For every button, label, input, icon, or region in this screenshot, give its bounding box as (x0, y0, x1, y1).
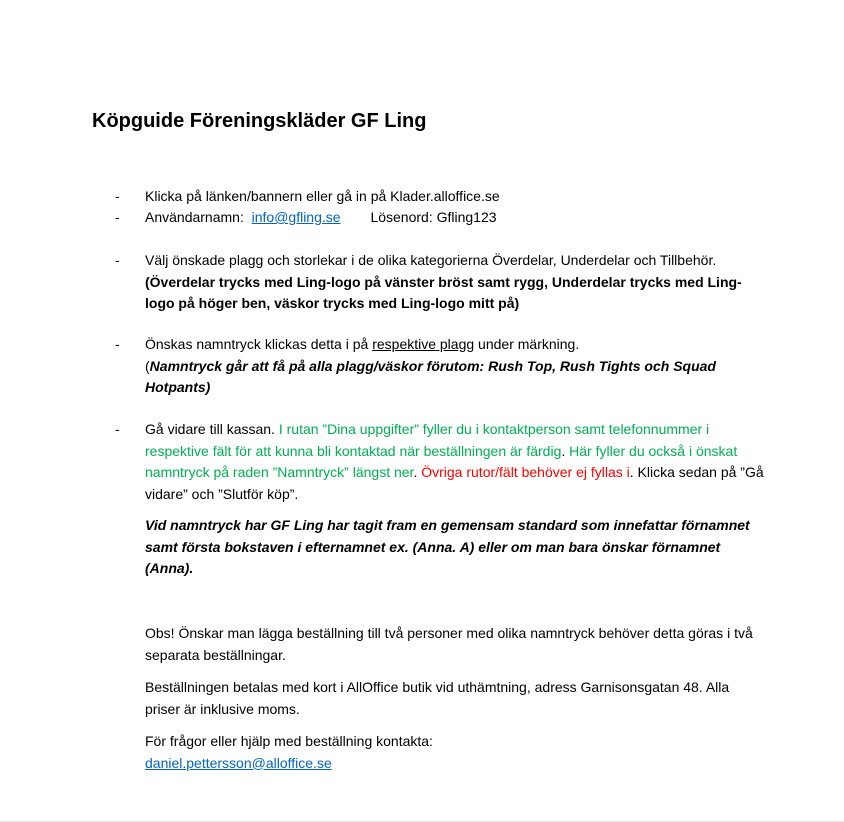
respective-garment-text: respektive plagg (372, 336, 475, 352)
name-print-instruction-end: under märkning. (478, 336, 580, 352)
list-dash: - (115, 336, 120, 352)
username-email-link[interactable]: info@gfling.se (251, 209, 341, 225)
list-item (115, 207, 765, 229)
obs-note: Obs! Önskar man lägga beställning till två personer med olika namntryck behöver detta göras i två separata beställningar. (145, 625, 753, 663)
name-print-instruction-start: Önskas namntryck klickas detta i på (145, 336, 369, 352)
page-title: Köpguide Föreningskläder GF Ling (92, 110, 427, 132)
username-label: Användarnamn: (145, 209, 244, 225)
contact-label: För frågor eller hjälp med beställning kontakta: (145, 733, 433, 749)
contact-email-link[interactable]: daniel.pettersson@alloffice.se (145, 754, 332, 771)
print-placement-note: (Överdelar trycks med Ling-logo på vänster bröst samt rygg, Underdelar trycks med Ling-logo på höger ben, väskor trycks med Ling-logo mitt på) (145, 273, 742, 311)
sentence-dot: . (413, 464, 418, 480)
name-print-standard-note: Vid namntryck har GF Ling har tagit fram en gemensam standard som innefattar förnamnet samt första bokstaven i efternamnet ex. (Anna. A) eller om man bara önskar förnamnet (Anna). (145, 517, 750, 576)
name-print-field-instruction: Här fyller du också i önskat namntryck på raden ”Namntryck” längst ner (145, 442, 738, 480)
finish-purchase-instruction: . Klicka sedan på ”Gå vidare” och ”Slutför köp”. (145, 464, 764, 502)
checkout-instruction: Gå vidare till kassan. (145, 421, 275, 437)
instruction-select-garments: Välj önskade plagg och storlekar i de olika kategorierna Överdelar, Underdelar och Tillbehör. (145, 252, 717, 268)
list-dash: - (115, 188, 120, 204)
other-fields-warning: Övriga rutor/fält behöver ej fyllas i (421, 464, 630, 480)
password-label: Lösenord: Gfling123 (370, 209, 497, 225)
name-print-exceptions: Namntryck går att få på alla plagg/väskor förutom: Rush Top, Rush Tights och Squad Hotpants) (145, 357, 716, 395)
payment-info: Beställningen betalas med kort i AllOffice butik vid uthämtning, adress Garnisonsgatan 48. Alla priser är inklusive moms. (145, 679, 730, 717)
list-item (115, 334, 765, 399)
list-dash: - (115, 252, 120, 268)
paren-open: ( (145, 357, 150, 374)
list-dash: - (115, 421, 120, 437)
sentence-dot: . (561, 442, 566, 459)
contact-details-instruction: I rutan ”Dina uppgifter” fyller du i kontaktperson samt telefonnummer i respektive fält för att kunna bli kontaktad när beställningen är färdig (145, 421, 710, 459)
list-item (115, 250, 765, 315)
list-dash: - (115, 209, 120, 225)
instruction-visit-site: Klicka på länken/bannern eller gå in på Klader.alloffice.se (145, 188, 500, 204)
list-item (115, 419, 765, 505)
list-item (115, 186, 765, 208)
contact-info (145, 731, 775, 774)
